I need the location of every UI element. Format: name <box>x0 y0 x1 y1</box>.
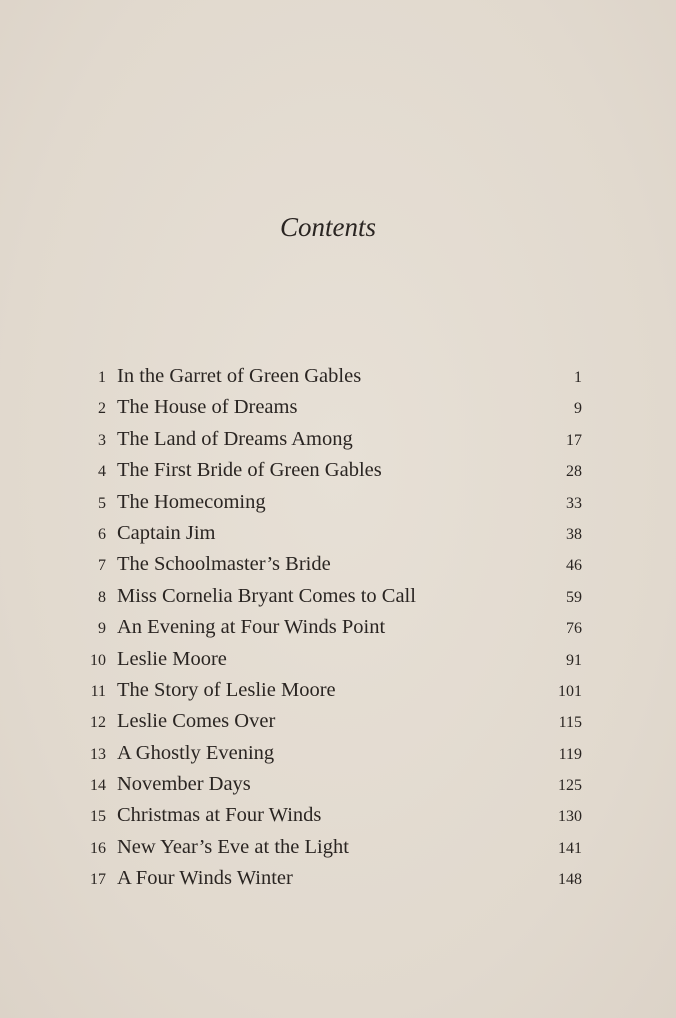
chapter-number: 3 <box>98 431 106 449</box>
chapter-number: 8 <box>98 588 106 606</box>
toc-entry <box>80 459 582 490</box>
toc-entry <box>80 836 582 867</box>
toc-entry <box>80 804 582 835</box>
chapter-title: Leslie Comes Over <box>117 710 276 733</box>
toc-entry <box>80 365 582 396</box>
chapter-number: 11 <box>90 682 106 700</box>
page-number: 130 <box>558 808 582 826</box>
chapter-title: An Evening at Four Winds Point <box>117 616 386 639</box>
page-number: 141 <box>558 839 582 857</box>
chapter-title: A Ghostly Evening <box>117 741 275 764</box>
chapter-number: 6 <box>98 525 106 543</box>
page-number: 38 <box>566 525 582 543</box>
page-number: 1 <box>574 369 582 386</box>
page-number: 9 <box>574 400 582 418</box>
chapter-title: Leslie Moore <box>117 647 227 670</box>
chapter-title: The Schoolmaster’s Bride <box>117 553 331 576</box>
table-of-contents <box>80 365 582 899</box>
chapter-title: A Four Winds Winter <box>117 867 293 890</box>
chapter-number: 15 <box>90 808 106 826</box>
chapter-title: The First Bride of Green Gables <box>117 459 382 482</box>
toc-entry <box>80 491 582 522</box>
page-number: 46 <box>566 557 582 575</box>
page-number: 119 <box>558 745 582 763</box>
chapter-title: The House of Dreams <box>117 396 298 419</box>
chapter-title: Miss Cornelia Bryant Comes to Call <box>117 584 416 607</box>
chapter-number: 5 <box>98 494 106 512</box>
chapter-title: Christmas at Four Winds <box>117 804 322 827</box>
toc-entry <box>80 742 582 773</box>
chapter-title: The Story of Leslie Moore <box>117 678 336 701</box>
toc-entry <box>80 553 582 584</box>
chapter-number: 1 <box>98 369 106 386</box>
chapter-number: 10 <box>90 651 106 669</box>
chapter-number: 9 <box>98 620 106 638</box>
toc-entry <box>80 773 582 804</box>
toc-entry <box>80 679 582 710</box>
page-number: 59 <box>566 588 582 606</box>
chapter-number: 7 <box>98 557 106 575</box>
toc-entry <box>80 648 582 679</box>
toc-entry <box>80 428 582 459</box>
page-title: Contents <box>279 212 376 242</box>
page-number: 28 <box>566 463 582 481</box>
page-number: 148 <box>558 871 582 889</box>
chapter-number: 17 <box>90 871 106 889</box>
toc-entry <box>80 522 582 553</box>
chapter-number: 2 <box>98 400 106 418</box>
chapter-title: The Land of Dreams Among <box>117 427 353 450</box>
page-number: 76 <box>566 620 582 638</box>
toc-entry <box>80 585 582 616</box>
chapter-number: 12 <box>90 714 106 732</box>
page-number: 125 <box>558 777 582 795</box>
page-number: 33 <box>566 494 582 512</box>
page-number: 91 <box>566 651 582 669</box>
chapter-number: 14 <box>90 777 106 795</box>
toc-entry <box>80 616 582 647</box>
page-number: 17 <box>566 431 582 449</box>
chapter-title: Captain Jim <box>117 521 216 544</box>
page-number: 115 <box>558 714 582 732</box>
toc-entry <box>80 867 582 898</box>
chapter-title: In the Garret of Green Gables <box>117 365 362 387</box>
chapter-title: The Homecoming <box>117 490 266 513</box>
toc-entry <box>80 396 582 427</box>
chapter-title: November Days <box>117 773 251 796</box>
page-number: 101 <box>558 682 582 700</box>
toc-entry <box>80 710 582 741</box>
chapter-title: New Year’s Eve at the Light <box>117 835 349 858</box>
chapter-number: 4 <box>98 463 106 481</box>
chapter-number: 13 <box>90 745 106 763</box>
chapter-number: 16 <box>90 839 106 857</box>
